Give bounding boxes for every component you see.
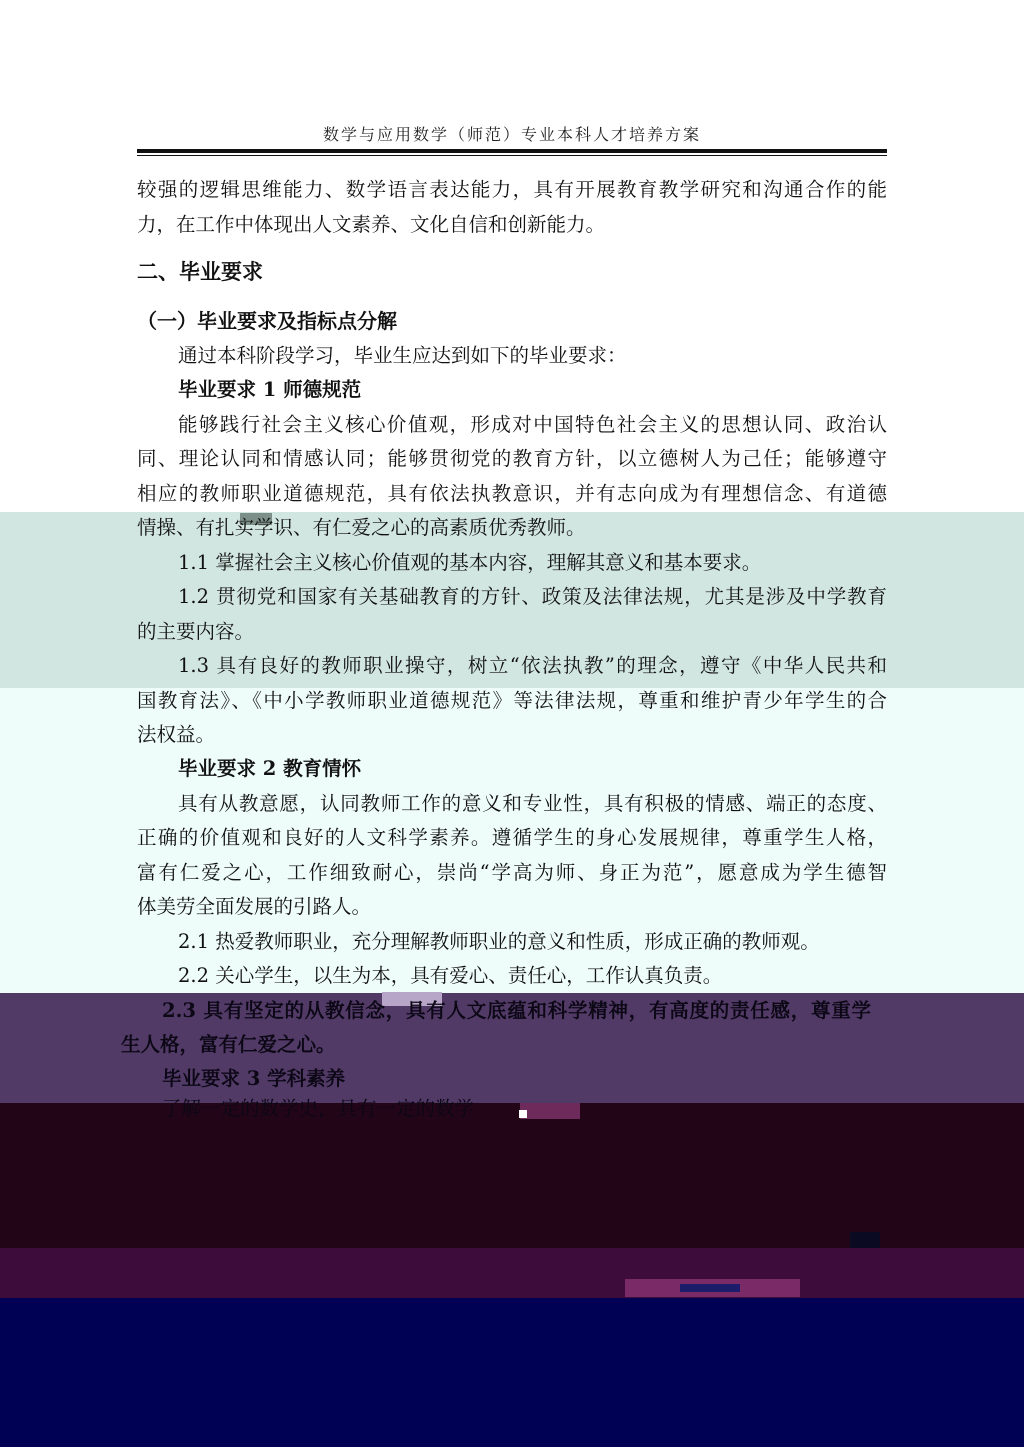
header-rule xyxy=(137,149,887,153)
requirement-title: 毕业要求 3 学科素养 xyxy=(162,1067,346,1090)
section-title: 二、毕业要求 xyxy=(137,260,263,284)
body-line: 同、理论认同和情感认同；能够贯彻党的教育方针，以立德树人为己任；能够遵守 xyxy=(137,447,887,470)
indicator-2-2: 2.2 关心学生，以生为本，具有爱心、责任心，工作认真负责。 xyxy=(178,964,723,987)
body-line: 法权益。 xyxy=(137,723,216,746)
body-line: 的主要内容。 xyxy=(137,620,255,643)
body-line: 生人格，富有仁爱之心。 xyxy=(121,1033,336,1056)
requirement-title: 毕业要求 1 师德规范 xyxy=(178,378,362,401)
subsection-title: （一）毕业要求及指标点分解 xyxy=(137,309,397,333)
body-line: 具有从教意愿，认同教师工作的意义和专业性，具有积极的情感、端正的态度、 xyxy=(178,792,887,815)
body-line: 相应的教师职业道德规范，具有依法执教意识，并有志向成为有理想信念、有道德 xyxy=(137,482,887,505)
glitch-noise xyxy=(680,1284,740,1292)
indicator-1-2: 1.2 贯彻党和国家有关基础教育的方针、政策及法律法规，尤其是涉及中学教育 xyxy=(178,585,887,608)
intro-text: 通过本科阶段学习，毕业生应达到如下的毕业要求： xyxy=(178,344,627,367)
header-rule-thin xyxy=(137,155,887,156)
glitch-noise xyxy=(850,1232,880,1248)
body-line: 富有仁爱之心，工作细致耐心，崇尚“学高为师、身正为范”，愿意成为学生德智 xyxy=(137,861,887,884)
body-line: 能够践行社会主义核心价值观，形成对中国特色社会主义的思想认同、政治认 xyxy=(178,413,887,436)
page-header-title: 数学与应用数学（师范）专业本科人才培养方案 xyxy=(322,125,701,144)
glitch-band xyxy=(0,1103,1024,1248)
body-line: 正确的价值观和良好的人文科学素养。遵循学生的身心发展规律，尊重学生人格， xyxy=(137,826,887,849)
body-line: 国教育法》、《中小学教师职业道德规范》等法律法规，尊重和维护青少年学生的合 xyxy=(137,689,887,712)
body-line: 情操、有扎实学识、有仁爱之心的高素质优秀教师。 xyxy=(137,516,586,539)
glitch-band xyxy=(0,1298,1024,1447)
body-line xyxy=(162,1097,871,1107)
body-line: 较强的逻辑思维能力、数学语言表达能力，具有开展教育教学研究和沟通合作的能 xyxy=(137,178,887,201)
indicator-1-3: 1.3 具有良好的教师职业操守，树立“依法执教”的理念，遵守《中华人民共和 xyxy=(178,654,887,677)
indicator-1-1: 1.1 掌握社会主义核心价值观的基本内容，理解其意义和基本要求。 xyxy=(178,551,762,574)
requirement-title: 毕业要求 2 教育情怀 xyxy=(178,757,362,780)
body-line: 力，在工作中体现出人文素养、文化自信和创新能力。 xyxy=(137,213,606,236)
indicator-2-3: 2.3 具有坚定的从教信念，具有人文底蕴和科学精神，有高度的责任感，尊重学 xyxy=(162,999,871,1022)
glitch-band xyxy=(0,1248,1024,1298)
glitch-noise xyxy=(519,1110,527,1118)
body-line: 体美劳全面发展的引路人。 xyxy=(137,895,372,918)
indicator-2-1: 2.1 热爱教师职业，充分理解教师职业的意义和性质，形成正确的教师观。 xyxy=(178,930,820,953)
